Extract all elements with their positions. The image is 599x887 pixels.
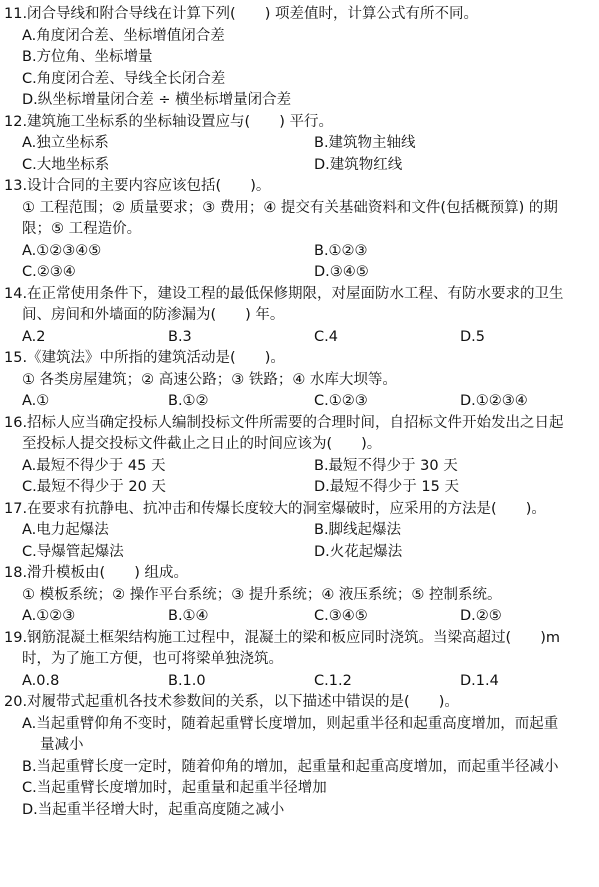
option-c: C.②③④ — [22, 264, 76, 280]
question-18 — [4, 563, 593, 628]
option-b: B.最短不得少于 30 天 — [314, 457, 458, 474]
option-d: D.火花起爆法 — [314, 543, 403, 560]
question-12 — [4, 112, 593, 177]
options-row — [4, 671, 593, 693]
option-b: B.①④ — [168, 608, 209, 624]
option-a: A.角度闭合差、坐标增值闭合差 — [22, 27, 225, 44]
question-stem: 12.建筑施工坐标系的坐标轴设置应与( ) 平行。 — [4, 113, 333, 130]
options-row — [4, 391, 593, 413]
options-row — [4, 520, 593, 542]
option-b: B.脚线起爆法 — [314, 522, 402, 538]
question-stem: 20.对履带式起重机各技术参数间的关系，以下描述中错误的是( )。 — [4, 694, 459, 710]
question-stem: 13.设计合同的主要内容应该包括( )。 — [4, 178, 271, 194]
question-stem: 11.闭合导线和附合导线在计算下列( ) 项差值时，计算公式有所不同。 — [4, 6, 478, 22]
question-stem: 14.在正常使用条件下，建设工程的最低保修期限，对屋面防水工程、有防水要求的卫生 — [4, 285, 564, 302]
question-stem: 17.在要求有抗静电、抗冲击和传爆长度较大的洞室爆破时，应采用的方法是( )。 — [4, 500, 546, 517]
options-row — [4, 606, 593, 628]
option-a: A.①②③④⑤ — [22, 242, 102, 259]
options-row — [4, 542, 593, 564]
option-b: B.1.0 — [168, 672, 206, 689]
question-20 — [4, 692, 593, 821]
option-a: A.①②③ — [22, 608, 76, 624]
option-b: B.当起重臂长度一定时，随着仰角的增加，起重量和起重高度增加，而起重半径减小 — [22, 758, 559, 775]
options-row — [4, 133, 593, 155]
option-a: A.最短不得少于 45 天 — [22, 457, 166, 474]
question-17 — [4, 499, 593, 564]
option-c: C.当起重臂长度增加时，起重量和起重半径增加 — [22, 780, 327, 796]
question-stem: 16.招标人应当确定投标人编制投标文件所需要的合理时间，自招标文件开始发出之日起 — [4, 414, 564, 431]
option-d: D.当起重半径增大时，起重高度随之减小 — [22, 801, 285, 818]
option-b: B.①② — [168, 393, 209, 409]
question-stem: 15.《建筑法》中所指的建筑活动是( )。 — [4, 350, 285, 366]
question-stem-line: ① 工程范围；② 质量要求；③ 费用；④ 提交有关基础资料和文件(包括概预算) 的期 — [22, 199, 558, 216]
option-c: C.导爆管起爆法 — [22, 543, 124, 560]
option-a: A.独立坐标系 — [22, 135, 109, 151]
option-d: D.纵坐标增量闭合差 ÷ 横坐标增量闭合差 — [22, 92, 292, 108]
option-b: B.①②③ — [314, 242, 368, 259]
option-c: C.③④⑤ — [314, 608, 368, 624]
options-row — [4, 262, 593, 284]
option-b: B.方位角、坐标增量 — [22, 49, 153, 65]
option-c: C.大地坐标系 — [22, 156, 110, 173]
option-c: C.1.2 — [314, 672, 352, 689]
option-b: B.建筑物主轴线 — [314, 135, 416, 151]
question-stem-line: 至投标人提交投标文件截止之日止的时间应该为( )。 — [22, 436, 382, 452]
option-c: C.①②③ — [314, 393, 368, 409]
option-d: D.③④⑤ — [314, 264, 369, 280]
option-a: A.① — [22, 393, 50, 409]
option-c: C.角度闭合差、导线全长闭合差 — [22, 70, 226, 87]
question-14 — [4, 284, 593, 349]
question-stem-line: 间、房间和外墙面的防渗漏为( ) 年。 — [22, 307, 285, 323]
question-stem: 19.钢筋混凝土框架结构施工过程中，混凝土的梁和板应同时浇筑。当梁高超过( )m — [4, 629, 560, 646]
question-stem-line: ① 各类房屋建筑；② 高速公路；③ 铁路；④ 水库大坝等。 — [22, 371, 397, 388]
question-13 — [4, 176, 593, 284]
option-b: B.3 — [168, 328, 192, 345]
question-19 — [4, 628, 593, 693]
question-stem-line: ① 模板系统；② 操作平台系统；③ 提升系统；④ 液压系统；⑤ 控制系统。 — [22, 586, 502, 603]
option-d: D.5 — [460, 328, 485, 345]
option-d: D.①②③④ — [460, 393, 528, 409]
option-c: C.最短不得少于 20 天 — [22, 479, 166, 495]
option-a: A.2 — [22, 328, 46, 345]
options-row — [4, 477, 593, 499]
option-d: D.②⑤ — [460, 608, 502, 624]
option-a: A.0.8 — [22, 672, 60, 689]
options-row — [4, 241, 593, 263]
option-a: A.电力起爆法 — [22, 522, 109, 538]
option-c: C.4 — [314, 328, 338, 345]
question-stem-line: 限；⑤ 工程造价。 — [22, 221, 142, 237]
question-stem-line: 时，为了施工方便，也可将梁单独浇筑。 — [22, 651, 283, 667]
options-row — [4, 456, 593, 478]
question-16 — [4, 413, 593, 499]
option-a: A.当起重臂仰角不变时，随着起重臂长度增加，则起重半径和起重高度增加，而起重 — [22, 715, 559, 732]
option-a-continued: 量减小 — [40, 737, 84, 753]
option-d: D.1.4 — [460, 672, 499, 689]
question-11 — [4, 4, 593, 112]
options-row — [4, 155, 593, 177]
option-d: D.建筑物红线 — [314, 156, 403, 173]
options-row — [4, 327, 593, 349]
question-stem: 18.滑升模板由( ) 组成。 — [4, 565, 188, 581]
question-15 — [4, 348, 593, 413]
option-d: D.最短不得少于 15 天 — [314, 479, 459, 495]
